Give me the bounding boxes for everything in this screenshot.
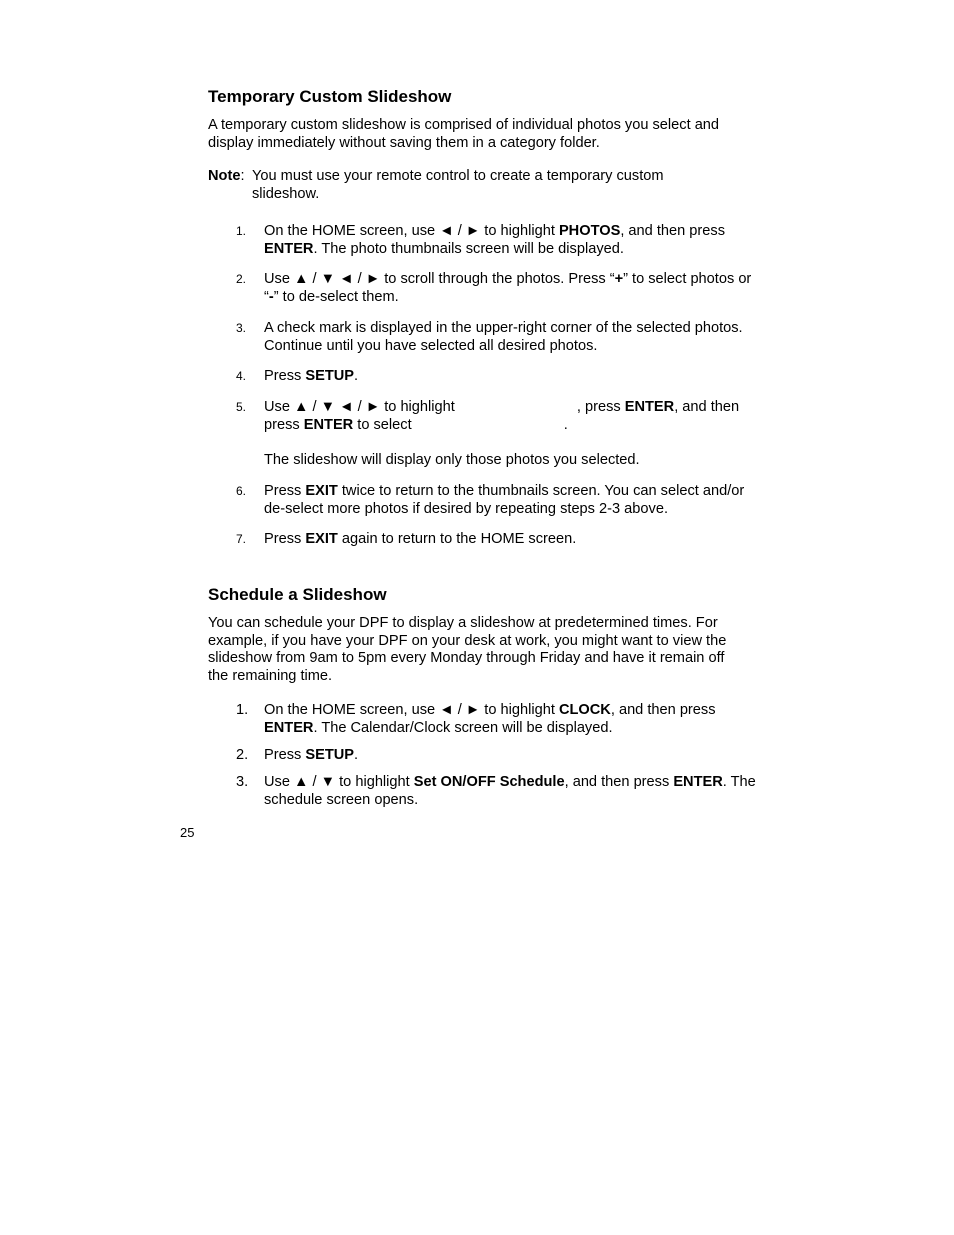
step-number: 7. xyxy=(236,532,247,546)
section-title-temporary-custom-slideshow: Temporary Custom Slideshow xyxy=(208,87,452,106)
note-block xyxy=(208,168,748,202)
page-number: 25 xyxy=(180,825,195,840)
step-number: 3. xyxy=(236,321,247,335)
section2-intro: You can schedule your DPF to display a slideshow at predetermined times. For example, if you have your DPF on your desk at work, you might want to view the slideshow from 9am to 5pm every Monday through Friday and have it remain off the remaining time. xyxy=(208,615,727,684)
step-text: Press SETUP. xyxy=(264,368,359,384)
step-text: On the HOME screen, use ◄ / ► to highlight PHOTOS, and then press ENTER. The photo thumbnails screen will be displayed. xyxy=(264,223,725,257)
section-title-schedule-a-slideshow: Schedule a Slideshow xyxy=(208,585,387,604)
note-label: Note xyxy=(208,168,241,184)
step-number: 2. xyxy=(236,272,247,286)
step-number: 4. xyxy=(236,369,247,383)
step-number: 1. xyxy=(236,224,247,238)
step-text: Use ▲ / ▼ ◄ / ► to scroll through the photos. Press “+” to select photos or “-” to de-select them. xyxy=(264,271,752,305)
section1-intro: A temporary custom slideshow is comprised of individual photos you select and display immediately without saving them in a category folder. xyxy=(208,117,720,151)
step-number: 2. xyxy=(236,747,249,763)
step-text: Use ▲ / ▼ ◄ / ► to highlight , press ENTER, and then press ENTER to select . xyxy=(264,399,740,433)
step-text: Press SETUP. xyxy=(264,747,359,763)
step-number: 3. xyxy=(236,774,249,790)
step-number: 5. xyxy=(236,400,247,414)
step-text: Press EXIT again to return to the HOME screen. xyxy=(264,531,577,547)
note-text: You must use your remote control to create a temporary custom slideshow. xyxy=(252,168,664,202)
step-text: Press EXIT twice to return to the thumbnails screen. You can select and/or de-select more photos if desired by repeating steps 2-3 above. xyxy=(264,483,745,517)
note-colon: : xyxy=(240,168,245,184)
step-number: 6. xyxy=(236,484,247,498)
step5-result: The slideshow will display only those photos you selected. xyxy=(264,452,640,468)
step-number: 1. xyxy=(236,702,249,718)
step-text: Use ▲ / ▼ to highlight Set ON/OFF Schedule, and then press ENTER. The schedule screen opens. xyxy=(264,774,756,808)
step-text: A check mark is displayed in the upper-right corner of the selected photos. Continue until you have selected all desired photos. xyxy=(264,320,743,354)
step-text: On the HOME screen, use ◄ / ► to highlight CLOCK, and then press ENTER. The Calendar/Clock screen will be displayed. xyxy=(264,702,716,736)
